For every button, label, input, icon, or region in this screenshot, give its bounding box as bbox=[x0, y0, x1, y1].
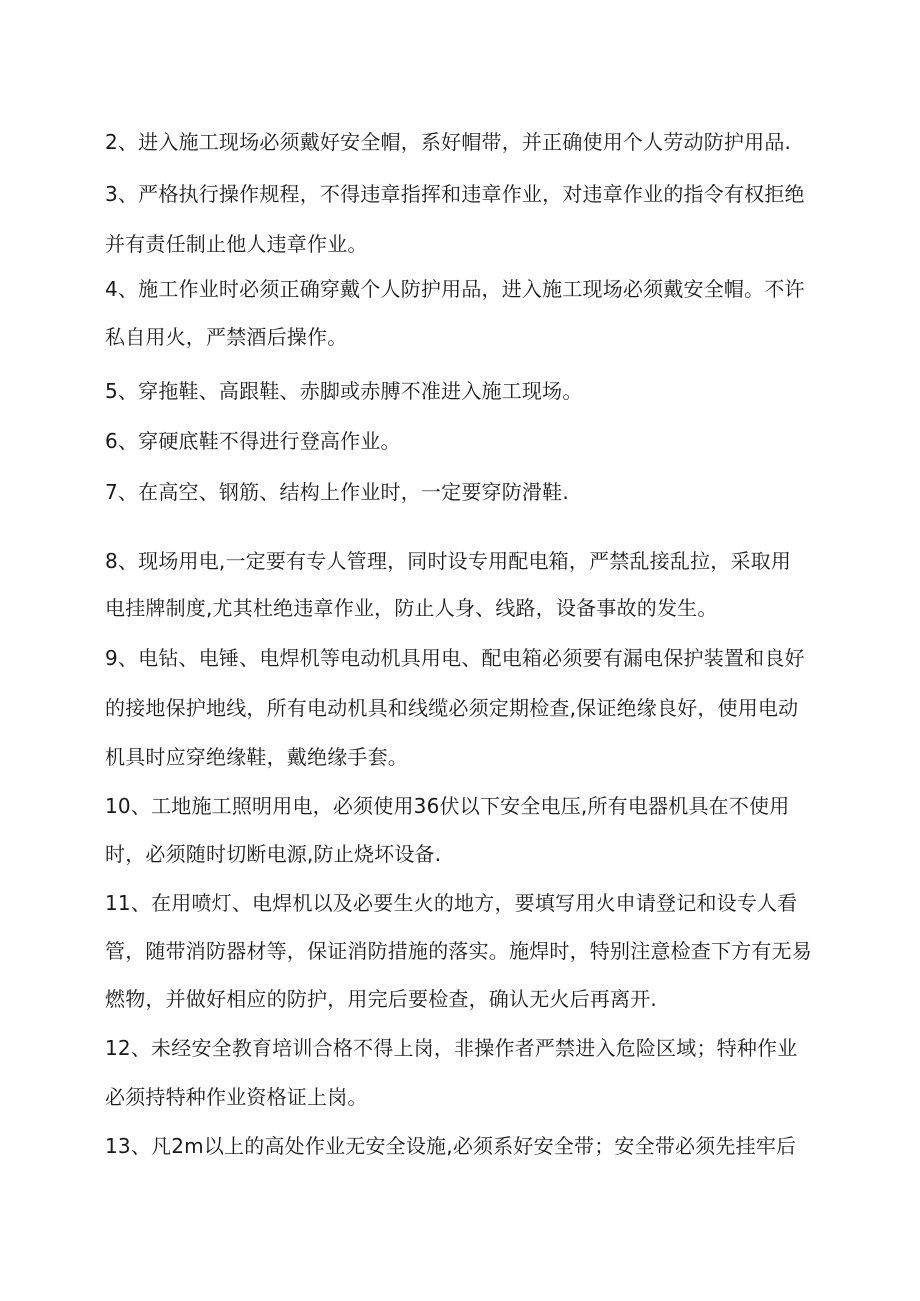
text-line: 的接地保护地线，所有电动机具和线缆必须定期检查,保证绝缘良好，使用电动 bbox=[105, 696, 799, 720]
text-line: 私自用火，严禁酒后操作。 bbox=[105, 325, 348, 349]
text-line: 8、现场用电,一定要有专人管理，同时设专用配电箱，严禁乱接乱拉，采取用 bbox=[105, 549, 792, 573]
text-line: 电挂牌制度,尤其杜绝违章作业，防止人身、线路，设备事故的发生。 bbox=[105, 596, 718, 620]
text-line: 11、在用喷灯、电焊机以及必要生火的地方，要填写用火申请登记和设专人看 bbox=[105, 891, 798, 915]
text-line: 10、工地施工照明用电，必须使用36伏以下安全电压,所有电器机具在不使用 bbox=[105, 794, 790, 818]
text-line: 机具时应穿绝缘鞋，戴绝缘手套。 bbox=[105, 745, 408, 769]
text-line: 2、进入施工现场必须戴好安全帽，系好帽带，并正确使用个人劳动防护用品. bbox=[105, 130, 792, 154]
text-line: 9、电钻、电锤、电焊机等电动机具用电、配电箱必须要有漏电保护装置和良好 bbox=[105, 646, 805, 670]
text-line: 6、穿硬底鞋不得进行登高作业。 bbox=[105, 429, 401, 453]
text-line: 4、施工作业时必须正确穿戴个人防护用品，进入施工现场必须戴安全帽。不许 bbox=[105, 277, 805, 301]
text-line: 3、严格执行操作规程，不得违章指挥和违章作业，对违章作业的指令有权拒绝 bbox=[105, 182, 805, 206]
text-line: 燃物，并做好相应的防护，用完后要检查，确认无火后再离开. bbox=[105, 987, 657, 1011]
text-line: 5、穿拖鞋、高跟鞋、赤脚或赤膊不准进入施工现场。 bbox=[105, 379, 583, 403]
text-line: 管，随带消防器材等，保证消防措施的落实。施焊时，特别注意检查下方有无易 bbox=[105, 939, 812, 963]
text-line: 12、未经安全教育培训合格不得上岗，非操作者严禁进入危险区域；特种作业 bbox=[105, 1036, 798, 1060]
text-line: 时，必须随时切断电源,防止烧坏设备. bbox=[105, 842, 442, 866]
text-line: 必须持特种作业资格证上岗。 bbox=[105, 1085, 368, 1109]
text-line: 13、凡2m以上的高处作业无安全设施,必须系好安全带；安全带必须先挂牢后 bbox=[105, 1134, 797, 1158]
text-line: 7、在高空、钢筋、结构上作业时，一定要穿防滑鞋. bbox=[105, 480, 569, 504]
text-line: 并有责任制止他人违章作业。 bbox=[105, 232, 368, 256]
